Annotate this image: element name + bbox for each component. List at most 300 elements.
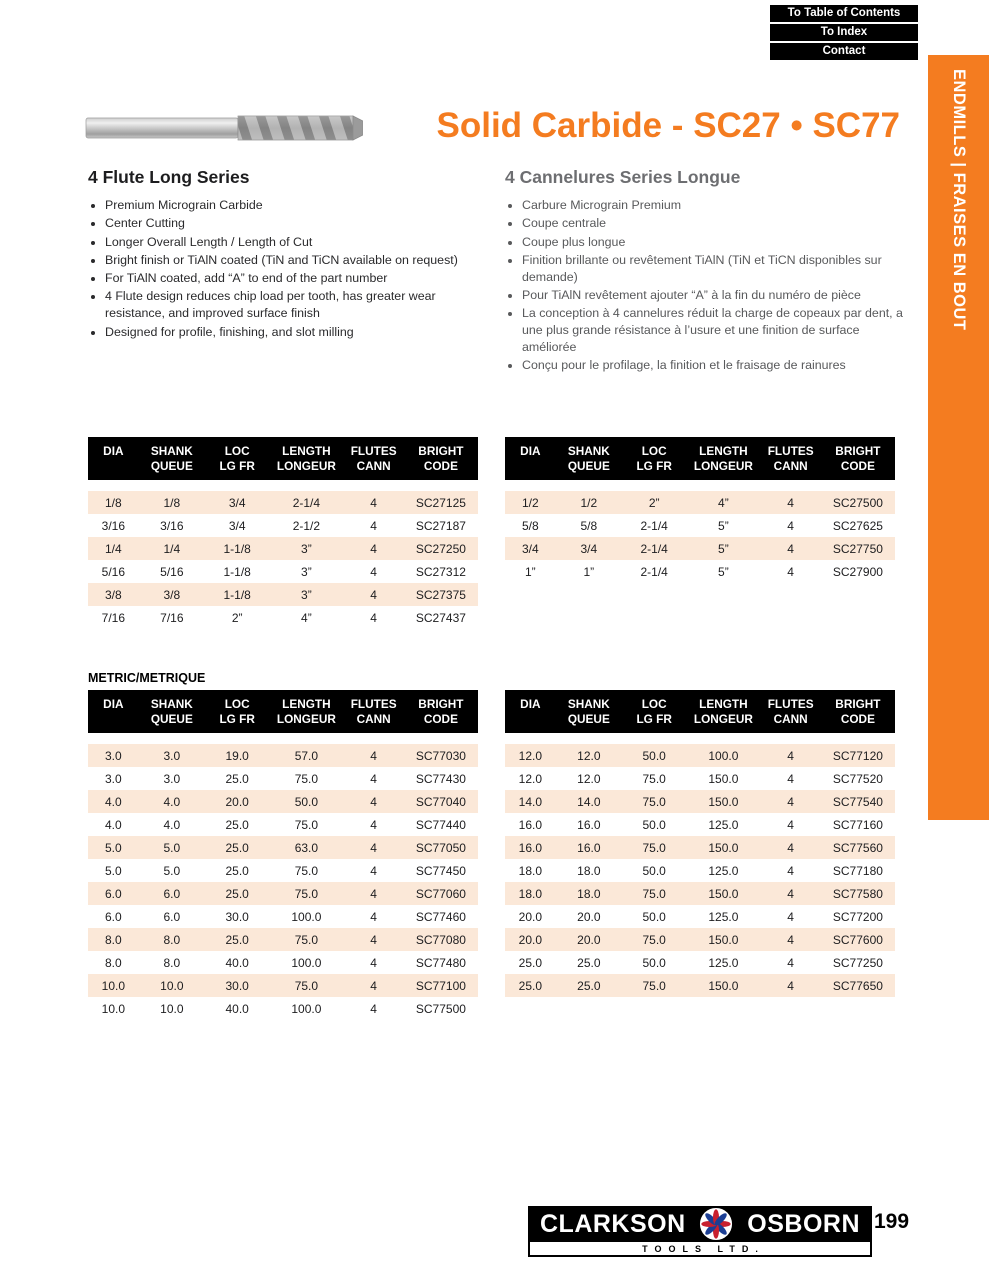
table-cell: 125.0 <box>708 817 739 832</box>
bullet-item: • Longer Overall Length / Length of Cut <box>105 234 480 251</box>
column-header: FLUTES CANN <box>767 444 814 473</box>
inch-table-left <box>88 437 478 629</box>
table-cell: 30.0 <box>225 909 249 924</box>
table-cell: 7/16 <box>160 610 184 625</box>
table-cell: 5.0 <box>163 863 181 878</box>
bullet-item: • Coupe plus longue <box>522 234 903 251</box>
table-cell: 150.0 <box>708 840 739 855</box>
table-cell: SC77050 <box>415 840 466 855</box>
column-header: BRIGHT CODE <box>418 444 464 473</box>
table-cell: SC77440 <box>415 817 466 832</box>
table-cell: 50.0 <box>642 909 666 924</box>
table-cell: 4” <box>718 495 729 510</box>
table-cell: 25.0 <box>225 771 249 786</box>
table-cell: 10.0 <box>160 1001 184 1016</box>
column-header: FLUTES CANN <box>350 444 397 473</box>
brand-name-osborn: OSBORN <box>747 1209 860 1238</box>
table-row <box>88 859 478 882</box>
column-header: FLUTES CANN <box>350 697 397 726</box>
table-cell: 2” <box>648 495 660 510</box>
table-row <box>505 974 895 997</box>
table-cell: 3/4 <box>580 541 598 556</box>
table-cell: 5.0 <box>105 863 122 878</box>
bullet-item: • Premium Micrograin Carbide <box>105 197 480 214</box>
inch-table-right <box>505 437 895 583</box>
bullet-item: • Bright finish or TiAlN coated (TiN and TiCN available on request) <box>105 252 480 269</box>
table-cell: 25.0 <box>225 886 249 901</box>
table-cell: 25.0 <box>518 978 543 993</box>
table-cell: 5.0 <box>105 840 122 855</box>
table-cell: 40.0 <box>225 1001 249 1016</box>
table-cell: 8.0 <box>105 955 122 970</box>
column-header: LENGTH LONGEUR <box>276 697 336 726</box>
table-cell: 25.0 <box>225 932 249 947</box>
column-header: DIA <box>103 697 124 711</box>
table-cell: 5.0 <box>163 840 181 855</box>
table-row <box>505 859 895 882</box>
table-cell: 4 <box>370 495 377 510</box>
table-cell: 4 <box>787 863 794 878</box>
table-cell: 150.0 <box>708 771 739 786</box>
table-cell: 4 <box>787 955 794 970</box>
table-cell: 1-1/8 <box>223 587 251 602</box>
features-french-list <box>505 197 903 374</box>
table-cell: 16.0 <box>577 817 601 832</box>
table-row <box>88 514 478 537</box>
table-row <box>88 836 478 859</box>
table-row <box>505 514 895 537</box>
table-cell: SC27375 <box>415 587 466 602</box>
table-cell: 150.0 <box>708 794 739 809</box>
table-cell: 18.0 <box>518 863 543 878</box>
table-row <box>88 491 478 514</box>
page-number: 199 <box>874 1210 910 1233</box>
bullet-item: • 4 Flute design reduces chip load per tooth, has greater wear resistance, and improved surface finish <box>105 288 480 322</box>
table-cell: 4 <box>370 794 377 809</box>
table-cell: 10.0 <box>101 1001 126 1016</box>
table-cell: 4 <box>787 840 794 855</box>
endmill-product-image <box>85 108 363 148</box>
bullet-item: • Finition brillante ou revêtement TiAlN (TiN et TiCN disponibles sur demande) <box>522 252 903 286</box>
table-cell: 4 <box>370 863 377 878</box>
table-cell: 4 <box>370 541 377 556</box>
table-row <box>505 928 895 951</box>
table-cell: 75.0 <box>294 817 319 832</box>
table-cell: 4 <box>370 817 377 832</box>
table-cell: 2-1/2 <box>292 518 321 533</box>
table-cell: 4 <box>370 1001 377 1016</box>
table-cell: 4.0 <box>105 817 122 832</box>
bullet-item: • Carbure Micrograin Premium <box>522 197 903 214</box>
features-english-heading: 4 Flute Long Series <box>88 167 250 187</box>
table-cell: 6.0 <box>163 886 181 901</box>
table-row <box>505 537 895 560</box>
table-cell: 1/2 <box>580 495 598 510</box>
table-cell: 12.0 <box>577 771 601 786</box>
table-cell: 4 <box>370 748 377 763</box>
column-header: SHANK QUEUE <box>567 697 610 726</box>
table-cell: 4 <box>787 748 794 763</box>
table-cell: 50.0 <box>642 748 666 763</box>
table-body <box>505 491 895 583</box>
table-row <box>88 928 478 951</box>
table-cell: 150.0 <box>708 978 739 993</box>
table-cell: 12.0 <box>518 748 543 763</box>
table-cell: 8.0 <box>163 932 181 947</box>
table-cell: 75.0 <box>642 771 666 786</box>
features-english-list <box>88 197 480 340</box>
table-cell: 4 <box>787 817 794 832</box>
table-cell: 50.0 <box>642 955 666 970</box>
table-cell: 6.0 <box>105 886 122 901</box>
table-cell: SC27625 <box>832 518 883 533</box>
table-cell: 100.0 <box>291 1001 322 1016</box>
table-cell: 18.0 <box>577 886 601 901</box>
table-cell: SC27125 <box>415 495 466 510</box>
table-cell: 75.0 <box>294 932 319 947</box>
table-row <box>88 997 478 1020</box>
column-header: SHANK QUEUE <box>150 444 193 473</box>
table-cell: 1/4 <box>105 541 122 556</box>
nav-to-index[interactable]: To Index <box>770 24 918 41</box>
table-cell: 30.0 <box>225 978 249 993</box>
table-cell: 40.0 <box>225 955 249 970</box>
table-cell: 5/16 <box>101 564 126 579</box>
table-row <box>505 882 895 905</box>
table-cell: 4 <box>370 610 377 625</box>
table-cell: SC77600 <box>832 932 883 947</box>
table-cell: 4 <box>370 587 377 602</box>
table-cell: 1-1/8 <box>223 541 251 556</box>
features-french <box>505 167 903 375</box>
features-english <box>88 167 480 342</box>
table-cell: 3.0 <box>163 748 181 763</box>
column-header: LOC LG FR <box>636 444 672 473</box>
table-cell: 4 <box>787 909 794 924</box>
table-row <box>88 790 478 813</box>
bullet-item: • Center Cutting <box>105 215 480 232</box>
table-cell: SC77200 <box>832 909 883 924</box>
table-header-row <box>88 437 478 480</box>
column-header: FLUTES CANN <box>767 697 814 726</box>
table-row <box>88 882 478 905</box>
table-cell: SC77460 <box>415 909 466 924</box>
table-cell: 3.0 <box>163 771 181 786</box>
table-cell: SC77540 <box>832 794 883 809</box>
table-cell: 4 <box>370 955 377 970</box>
table-header-row <box>88 690 478 733</box>
column-header: LOC LG FR <box>219 697 255 726</box>
table-cell: 3/16 <box>101 518 126 533</box>
table-cell: 4 <box>370 840 377 855</box>
table-cell: 50.0 <box>294 794 319 809</box>
table-cell: 125.0 <box>708 955 739 970</box>
table-row <box>505 951 895 974</box>
table-row <box>505 491 895 514</box>
column-header: DIA <box>103 444 124 458</box>
table-cell: 125.0 <box>708 863 739 878</box>
column-header: BRIGHT CODE <box>835 444 881 473</box>
table-cell: 3” <box>301 541 312 556</box>
table-cell: 75.0 <box>642 978 666 993</box>
table-cell: 5/16 <box>160 564 184 579</box>
column-header: LENGTH LONGEUR <box>693 444 753 473</box>
brand-subtitle: TOOLS LTD. <box>528 1242 872 1257</box>
table-cell: 1” <box>525 564 536 579</box>
table-cell: SC77180 <box>832 863 883 878</box>
table-cell: SC27750 <box>832 541 883 556</box>
table-cell: SC77560 <box>832 840 883 855</box>
column-header: DIA <box>520 444 541 458</box>
nav-buttons <box>770 5 918 60</box>
table-cell: 12.0 <box>577 748 601 763</box>
table-cell: 14.0 <box>577 794 601 809</box>
column-header: DIA <box>520 697 541 711</box>
table-cell: 25.0 <box>577 955 601 970</box>
table-cell: 75.0 <box>642 840 666 855</box>
table-cell: 75.0 <box>294 771 319 786</box>
table-cell: 50.0 <box>642 817 666 832</box>
table-cell: 3/4 <box>522 541 539 556</box>
table-cell: SC77250 <box>832 955 883 970</box>
table-cell: 75.0 <box>642 886 666 901</box>
table-row <box>88 767 478 790</box>
table-body <box>88 491 478 629</box>
table-cell: SC77060 <box>415 886 466 901</box>
table-cell: 4 <box>370 564 377 579</box>
nav-contact[interactable]: Contact <box>770 43 918 60</box>
table-row <box>88 583 478 606</box>
table-cell: 100.0 <box>291 909 322 924</box>
table-cell: SC27437 <box>415 610 466 625</box>
features-french-heading: 4 Cannelures Series Longue <box>505 167 741 187</box>
bullet-item: • Coupe centrale <box>522 215 903 232</box>
table-cell: 3/4 <box>228 495 246 510</box>
table-cell: 10.0 <box>101 978 126 993</box>
brand-band <box>528 1206 872 1242</box>
table-cell: SC77500 <box>415 1001 466 1016</box>
table-cell: SC77100 <box>415 978 466 993</box>
table-cell: 18.0 <box>577 863 601 878</box>
table-cell: 75.0 <box>294 886 319 901</box>
table-cell: 4 <box>787 495 794 510</box>
clarkson-osborn-logo <box>528 1206 872 1257</box>
table-cell: 20.0 <box>577 932 601 947</box>
table-cell: 4 <box>787 794 794 809</box>
table-cell: 75.0 <box>642 794 666 809</box>
bullet-item: • Pour TiAlN revêtement ajouter “A” à la fin du numéro de pièce <box>522 287 903 304</box>
table-cell: 2-1/4 <box>640 518 668 533</box>
column-header: BRIGHT CODE <box>835 697 881 726</box>
column-header: BRIGHT CODE <box>418 697 464 726</box>
column-header: SHANK QUEUE <box>567 444 610 473</box>
table-cell: 8.0 <box>163 955 181 970</box>
table-cell: 3” <box>301 564 312 579</box>
section-side-tab <box>928 55 989 820</box>
table-cell: 25.0 <box>518 955 543 970</box>
nav-to-table-of-contents[interactable]: To Table of Contents <box>770 5 918 22</box>
table-cell: 5/8 <box>522 518 539 533</box>
table-cell: 3.0 <box>105 771 122 786</box>
brand-name-clarkson: CLARKSON <box>540 1209 686 1238</box>
bullet-item: • La conception à 4 cannelures réduit la charge de copeaux par dent, a une plus grande résistance à l’usure et une finition de surface améliorée <box>522 305 903 355</box>
table-cell: 4 <box>787 541 794 556</box>
table-cell: 75.0 <box>294 978 319 993</box>
table-cell: SC77430 <box>415 771 466 786</box>
bullet-item: • Designed for profile, finishing, and slot milling <box>105 324 480 341</box>
table-cell: 16.0 <box>518 817 543 832</box>
table-cell: 4 <box>370 978 377 993</box>
table-cell: 4 <box>787 978 794 993</box>
table-cell: SC77580 <box>832 886 883 901</box>
table-cell: 3” <box>301 587 312 602</box>
table-cell: 4.0 <box>163 794 181 809</box>
table-cell: SC77040 <box>415 794 466 809</box>
table-cell: 57.0 <box>294 748 319 763</box>
table-row <box>505 560 895 583</box>
table-cell: 4 <box>787 771 794 786</box>
table-cell: SC27900 <box>832 564 883 579</box>
table-row <box>88 537 478 560</box>
table-cell: 25.0 <box>577 978 601 993</box>
column-header: LENGTH LONGEUR <box>693 697 753 726</box>
table-row <box>505 813 895 836</box>
table-cell: 1” <box>583 564 595 579</box>
table-row <box>88 813 478 836</box>
table-row <box>88 951 478 974</box>
table-cell: 4 <box>370 909 377 924</box>
table-cell: 3/8 <box>163 587 181 602</box>
table-header-row <box>505 690 895 733</box>
table-cell: SC27187 <box>415 518 466 533</box>
bullet-item: • For TiAlN coated, add “A” to end of the part number <box>105 270 480 287</box>
table-cell: 4 <box>370 886 377 901</box>
table-cell: 3/8 <box>105 587 122 602</box>
table-cell: SC27500 <box>832 495 883 510</box>
table-cell: 7/16 <box>101 610 126 625</box>
table-cell: 25.0 <box>225 817 249 832</box>
table-cell: 100.0 <box>708 748 739 763</box>
table-cell: 1/8 <box>163 495 181 510</box>
table-cell: 20.0 <box>225 794 249 809</box>
table-cell: 6.0 <box>105 909 122 924</box>
metric-section-label: METRIC/METRIQUE <box>88 671 206 685</box>
table-cell: SC77480 <box>415 955 466 970</box>
table-cell: SC27312 <box>415 564 466 579</box>
table-row <box>505 744 895 767</box>
table-cell: 1/4 <box>163 541 181 556</box>
table-row <box>88 606 478 629</box>
table-cell: 20.0 <box>518 932 543 947</box>
column-header: LOC LG FR <box>636 697 672 726</box>
table-cell: 3/4 <box>228 518 246 533</box>
table-cell: 20.0 <box>518 909 543 924</box>
table-row <box>505 836 895 859</box>
table-cell: 5” <box>718 564 729 579</box>
pinwheel-logo-icon <box>699 1207 733 1241</box>
table-cell: 4 <box>787 886 794 901</box>
table-cell: 5/8 <box>580 518 598 533</box>
table-cell: 10.0 <box>160 978 184 993</box>
table-cell: SC77450 <box>415 863 466 878</box>
table-cell: 25.0 <box>225 840 249 855</box>
table-cell: 1/8 <box>105 495 122 510</box>
table-cell: 150.0 <box>708 932 739 947</box>
table-cell: 4 <box>787 564 794 579</box>
table-cell: 2-1/4 <box>640 541 668 556</box>
table-cell: 125.0 <box>708 909 739 924</box>
table-cell: 4.0 <box>163 817 181 832</box>
table-row <box>505 767 895 790</box>
metric-table-right <box>505 690 895 997</box>
table-cell: SC77030 <box>415 748 466 763</box>
table-body <box>88 744 478 1020</box>
table-cell: SC77080 <box>415 932 466 947</box>
table-cell: 19.0 <box>225 748 249 763</box>
table-cell: 16.0 <box>518 840 543 855</box>
table-row <box>88 560 478 583</box>
table-cell: 4 <box>370 518 377 533</box>
table-cell: 8.0 <box>105 932 122 947</box>
column-header: SHANK QUEUE <box>150 697 193 726</box>
bullet-item: • Conçu pour le profilage, la finition et le fraisage de rainures <box>522 357 903 374</box>
table-row <box>505 905 895 928</box>
table-cell: 150.0 <box>708 886 739 901</box>
table-cell: SC77160 <box>832 817 883 832</box>
table-cell: 4 <box>787 518 794 533</box>
table-cell: 2-1/4 <box>292 495 321 510</box>
table-row <box>88 905 478 928</box>
table-row <box>88 744 478 767</box>
column-header: LOC LG FR <box>219 444 255 473</box>
table-row <box>505 790 895 813</box>
table-cell: 75.0 <box>294 863 319 878</box>
metric-table-left <box>88 690 478 1020</box>
table-cell: 5” <box>718 541 729 556</box>
table-cell: 2-1/4 <box>640 564 668 579</box>
table-cell: 20.0 <box>577 909 601 924</box>
table-cell: SC77520 <box>832 771 883 786</box>
column-header: LENGTH LONGEUR <box>276 444 336 473</box>
table-cell: 4 <box>370 771 377 786</box>
table-cell: SC27250 <box>415 541 466 556</box>
table-cell: 4 <box>787 932 794 947</box>
section-side-tab-label: ENDMILLS | FRAISES EN BOUT <box>950 69 968 331</box>
table-header-row <box>505 437 895 480</box>
table-cell: 6.0 <box>163 909 181 924</box>
table-cell: 4 <box>370 932 377 947</box>
table-cell: 100.0 <box>291 955 322 970</box>
table-cell: 18.0 <box>518 886 543 901</box>
table-cell: 2” <box>231 610 243 625</box>
table-cell: SC77650 <box>832 978 883 993</box>
table-cell: 4.0 <box>105 794 122 809</box>
table-body <box>505 744 895 997</box>
table-cell: 63.0 <box>294 840 319 855</box>
table-cell: 3.0 <box>105 748 122 763</box>
table-cell: 12.0 <box>518 771 543 786</box>
table-cell: 1-1/8 <box>223 564 251 579</box>
table-cell: 3/16 <box>160 518 184 533</box>
table-row <box>88 974 478 997</box>
table-cell: 1/2 <box>522 495 539 510</box>
table-cell: 4” <box>301 610 312 625</box>
table-cell: 14.0 <box>518 794 543 809</box>
table-cell: SC77120 <box>832 748 883 763</box>
table-cell: 50.0 <box>642 863 666 878</box>
page-title: Solid Carbide - SC27 • SC77 <box>436 106 900 145</box>
table-cell: 25.0 <box>225 863 249 878</box>
